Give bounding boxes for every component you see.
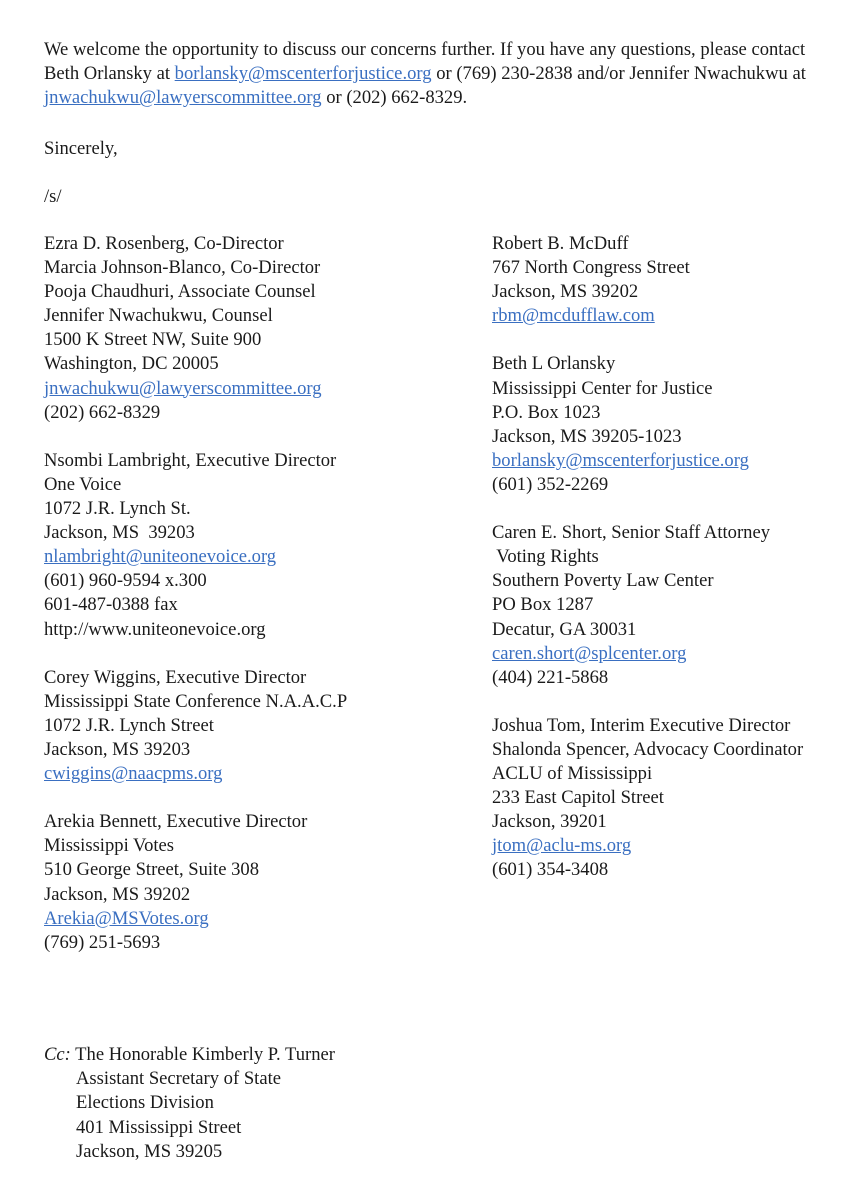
closing-text-1: We welcome the opportunity to discuss our concerns further. If you have any questions, please contact Beth Orlansky at: [44, 39, 806, 85]
jnwachukwu-email-link[interactable]: jnwachukwu@lawyerscommittee.org: [44, 87, 322, 109]
signatory-block: [44, 449, 464, 642]
block-line: Jennifer Nwachukwu, Counsel: [44, 305, 273, 327]
website: http://www.uniteonevoice.org: [44, 618, 266, 640]
block-line: Southern Poverty Law Center: [492, 570, 714, 592]
phone: (404) 221-5868: [492, 666, 609, 688]
signatory-block: [492, 714, 852, 883]
closing-text-3: or (202) 662-8329.: [321, 87, 468, 109]
block-line: Jackson, MS 39203: [44, 738, 191, 760]
closing-paragraph: [44, 38, 834, 111]
block-line: Washington, DC 20005: [44, 353, 219, 375]
phone: (601) 352-2269: [492, 473, 609, 495]
signatory-block: [44, 232, 464, 425]
block-line: Joshua Tom, Interim Executive Director: [492, 714, 791, 736]
email-link[interactable]: jnwachukwu@lawyerscommittee.org: [44, 377, 322, 399]
block-line: Jackson, MS 39203: [44, 522, 195, 544]
block-line: Mississippi State Conference N.A.A.C.P: [44, 690, 348, 712]
salutation: Sincerely,: [44, 138, 118, 159]
block-line: 510 George Street, Suite 308: [44, 859, 259, 881]
cc-line: Elections Division: [76, 1092, 214, 1114]
cc-line: Jackson, MS 39205: [76, 1140, 223, 1162]
cc-first-line: [44, 1043, 335, 1067]
block-line: Mississippi Center for Justice: [492, 377, 713, 399]
email-link[interactable]: rbm@mcdufflaw.com: [492, 305, 655, 327]
block-line: 1072 J.R. Lynch St.: [44, 498, 191, 520]
cc-recipient: The Honorable Kimberly P. Turner: [70, 1044, 335, 1065]
signature: /s/: [44, 186, 62, 207]
block-line: Caren E. Short, Senior Staff Attorney: [492, 522, 771, 544]
block-line: 233 East Capitol Street: [492, 787, 664, 809]
block-line: Voting Rights: [492, 546, 599, 568]
email-link[interactable]: nlambright@uniteonevoice.org: [44, 546, 277, 568]
signatory-block: [492, 232, 852, 328]
block-line: Marcia Johnson-Blanco, Co-Director: [44, 257, 321, 279]
block-line: P.O. Box 1023: [492, 401, 601, 423]
phone: (601) 354-3408: [492, 859, 609, 881]
block-line: Beth L Orlansky: [492, 353, 616, 375]
email-link[interactable]: Arekia@MSVotes.org: [44, 907, 209, 929]
signatories-right-column: [492, 232, 852, 907]
block-line: Jackson, MS 39205-1023: [492, 425, 682, 447]
email-link[interactable]: borlansky@mscenterforjustice.org: [492, 449, 749, 471]
signatory-block: [44, 666, 464, 786]
block-line: Shalonda Spencer, Advocacy Coordinator: [492, 738, 804, 760]
block-line: One Voice: [44, 473, 122, 495]
block-line: Robert B. McDuff: [492, 233, 629, 254]
closing-text-2: or (769) 230-2838 and/or Jennifer Nwachukwu at: [431, 63, 806, 85]
cc-line: 401 Mississippi Street: [76, 1116, 242, 1138]
block-line: Decatur, GA 30031: [492, 618, 637, 640]
signatory-block: [44, 810, 464, 955]
block-line: ACLU of Mississippi: [492, 763, 653, 785]
block-line: Pooja Chaudhuri, Associate Counsel: [44, 281, 316, 303]
block-line: PO Box 1287: [492, 594, 594, 616]
block-line: Jackson, MS 39202: [44, 883, 191, 905]
email-link[interactable]: jtom@aclu-ms.org: [492, 835, 632, 857]
block-line: Nsombi Lambright, Executive Director: [44, 449, 337, 471]
phone: (769) 251-5693: [44, 931, 161, 953]
email-link[interactable]: cwiggins@naacpms.org: [44, 763, 223, 785]
phone: (601) 960-9594 x.300: [44, 570, 207, 592]
block-line: Arekia Bennett, Executive Director: [44, 811, 308, 833]
block-line: 1500 K Street NW, Suite 900: [44, 329, 262, 351]
signatory-block: [492, 521, 852, 690]
email-link[interactable]: caren.short@splcenter.org: [492, 642, 687, 664]
cc-line: Assistant Secretary of State: [76, 1068, 281, 1090]
phone: (202) 662-8329: [44, 401, 161, 423]
block-line: Jackson, 39201: [492, 811, 607, 833]
block-line: Ezra D. Rosenberg, Co-Director: [44, 233, 284, 254]
borlansky-email-link[interactable]: borlansky@mscenterforjustice.org: [174, 63, 432, 85]
cc-label: Cc:: [44, 1044, 71, 1065]
block-line: Mississippi Votes: [44, 835, 175, 857]
cc-block: [44, 1043, 335, 1164]
block-line: 1072 J.R. Lynch Street: [44, 714, 214, 736]
fax: 601-487-0388 fax: [44, 594, 178, 616]
block-line: Jackson, MS 39202: [492, 281, 639, 303]
block-line: Corey Wiggins, Executive Director: [44, 666, 307, 688]
signatory-block: [492, 352, 852, 497]
signatories-left-column: [44, 232, 464, 979]
block-line: 767 North Congress Street: [492, 257, 690, 279]
